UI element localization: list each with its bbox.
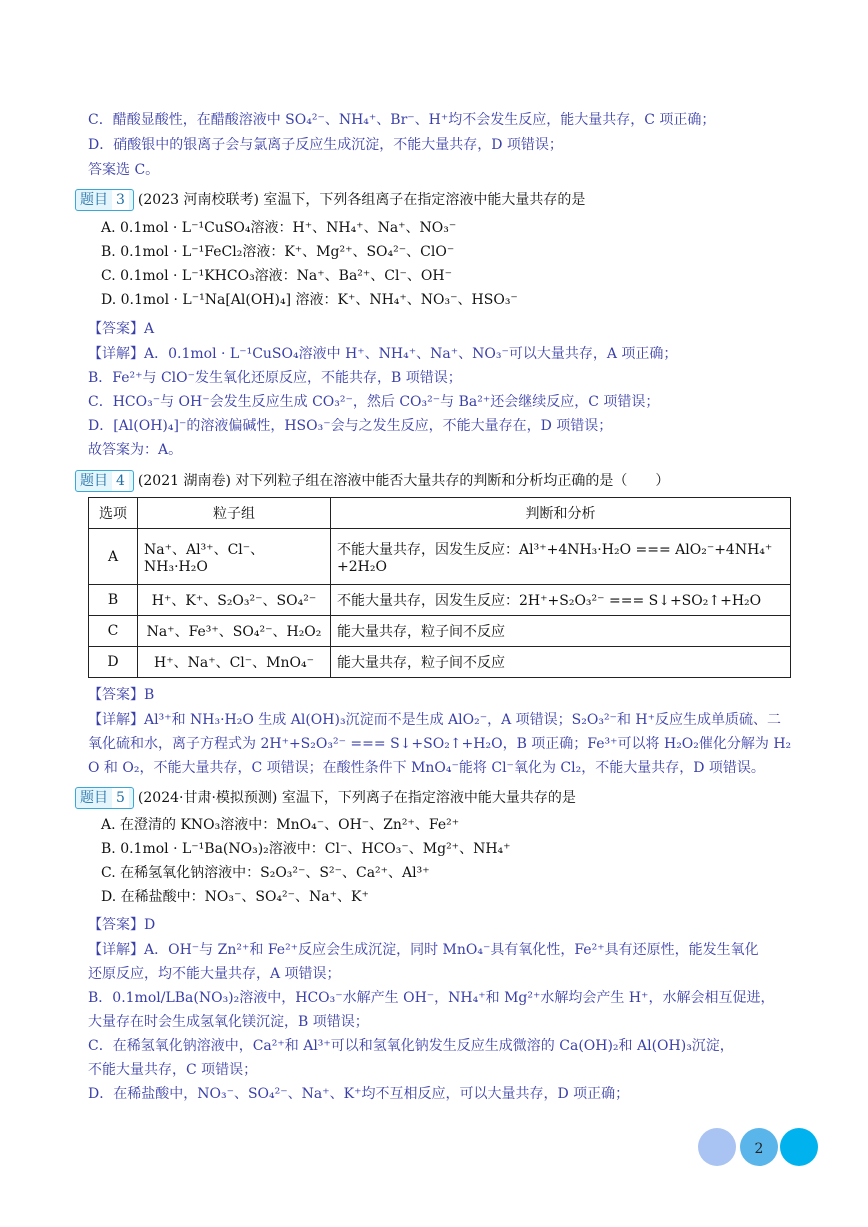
explain-line: 【详解】A．OH⁻与 Zn²⁺和 Fe²⁺反应会生成沉淀，同时 MnO₄⁻具有氧化性，Fe²⁺具有还原性，能发生氧化 xyxy=(88,942,759,958)
analysis-table xyxy=(88,497,791,678)
explain-line: 故答案为：A。 xyxy=(88,442,183,458)
explain-line: D．在稀盐酸中，NO₃⁻、SO₄²⁻、Na⁺、K⁺均不互相反应，可以大量共存，D 项正确； xyxy=(88,1086,630,1102)
prev-line-d: D．硝酸银中的银离子会与氯离子反应生成沉淀，不能大量共存，D 项错误； xyxy=(88,137,563,153)
table-header-row xyxy=(89,498,791,529)
table-cell: C xyxy=(89,616,138,647)
table-cell: H⁺、Na⁺、Cl⁻、MnO₄⁻ xyxy=(138,647,331,678)
question-badge: 题目 5 xyxy=(75,787,134,809)
option-a: A. 在澄清的 KNO₃溶液中：MnO₄⁻、OH⁻、Zn²⁺、Fe²⁺ xyxy=(101,817,460,833)
table-cell: Na⁺、Al³⁺、Cl⁻、NH₃·H₂O xyxy=(138,529,331,585)
table-row xyxy=(89,616,791,647)
question-3-stem: (2023 河南校联考) 室温下，下列各组离子在指定溶液中能大量共存的是 xyxy=(137,192,586,208)
answer-label: 【答案】D xyxy=(88,917,156,933)
table-header: 粒子组 xyxy=(138,498,331,529)
question-badge: 题目 4 xyxy=(75,470,134,492)
prev-line-c: C．醋酸显酸性，在醋酸溶液中 SO₄²⁻、NH₄⁺、Br⁻、H⁺均不会发生反应，能大量共存，C 项正确； xyxy=(88,112,716,128)
page-number: 2 xyxy=(754,1141,764,1157)
table-cell: 不能大量共存，因发生反应：Al³⁺+4NH₃·H₂O === AlO₂⁻+4NH₄⁺ +2H₂O xyxy=(331,529,791,585)
table-cell: A xyxy=(89,529,138,585)
explain-line: 大量存在时会生成氢氧化镁沉淀，B 项错误； xyxy=(88,1014,369,1030)
answer-label: 【答案】A xyxy=(88,321,155,337)
question-5-stem-row xyxy=(75,786,576,810)
explain-line: 氧化硫和水，离子方程式为 2H⁺+S₂O₃²⁻ === S↓+SO₂↑+H₂O，B 项正确；Fe³⁺可以将 H₂O₂催化分解为 H₂ xyxy=(88,736,792,752)
answer-label: 【答案】B xyxy=(88,687,155,703)
option-c: C. 在稀氢氧化钠溶液中：S₂O₃²⁻、S²⁻、Ca²⁺、Al³⁺ xyxy=(101,865,430,881)
table-cell: 不能大量共存，因发生反应：2H⁺+S₂O₃²⁻ === S↓+SO₂↑+H₂O xyxy=(331,585,791,616)
table-cell: 能大量共存，粒子间不反应 xyxy=(331,647,791,678)
explain-line: O 和 O₂，不能大量共存，C 项错误；在酸性条件下 MnO₄⁻能将 Cl⁻氧化为 Cl₂，不能大量共存，D 项错误。 xyxy=(88,760,765,776)
option-a: A. 0.1mol · L⁻¹CuSO₄溶液：H⁺、NH₄⁺、Na⁺、NO₃⁻ xyxy=(101,220,457,236)
option-c: C. 0.1mol · L⁻¹KHCO₃溶液：Na⁺、Ba²⁺、Cl⁻、OH⁻ xyxy=(101,268,452,284)
table-cell: Na⁺、Fe³⁺、SO₄²⁻、H₂O₂ xyxy=(138,616,331,647)
table-cell: 能大量共存，粒子间不反应 xyxy=(331,616,791,647)
option-b: B. 0.1mol · L⁻¹Ba(NO₃)₂溶液中：Cl⁻、HCO₃⁻、Mg²⁺、NH₄⁺ xyxy=(101,841,511,857)
question-badge: 题目 3 xyxy=(75,189,134,211)
explain-line: C．HCO₃⁻与 OH⁻会发生反应生成 CO₃²⁻，然后 CO₃²⁻与 Ba²⁺还会继续反应，C 项错误； xyxy=(88,394,660,410)
table-row xyxy=(89,647,791,678)
circle-decoration-icon xyxy=(698,1128,736,1166)
table-row xyxy=(89,585,791,616)
circle-decoration-icon xyxy=(780,1128,818,1166)
explain-line: B．0.1mol/LBa(NO₃)₂溶液中，HCO₃⁻水解产生 OH⁻，NH₄⁺和 Mg²⁺水解均会产生 H⁺，水解会相互促进， xyxy=(88,990,775,1006)
table-header: 选项 xyxy=(89,498,138,529)
explain-line: 【详解】A．0.1mol · L⁻¹CuSO₄溶液中 H⁺、NH₄⁺、Na⁺、NO₃⁻可以大量共存，A 项正确； xyxy=(88,346,678,362)
question-3-stem-row xyxy=(75,188,585,212)
table-header: 判断和分析 xyxy=(331,498,791,529)
option-b: B. 0.1mol · L⁻¹FeCl₂溶液：K⁺、Mg²⁺、SO₄²⁻、ClO⁻ xyxy=(101,244,455,260)
prev-line-answer: 答案选 C。 xyxy=(88,162,160,178)
table-cell: B xyxy=(89,585,138,616)
explain-line: B．Fe²⁺与 ClO⁻发生氧化还原反应，不能共存，B 项错误； xyxy=(88,370,462,386)
option-d: D. 在稀盐酸中：NO₃⁻、SO₄²⁻、Na⁺、K⁺ xyxy=(101,889,369,905)
question-5-stem: (2024·甘肃·模拟预测) 室温下，下列离子在指定溶液中能大量共存的是 xyxy=(137,790,576,806)
explain-line: C．在稀氢氧化钠溶液中，Ca²⁺和 Al³⁺可以和氢氧化钠发生反应生成微溶的 Ca(OH)₂和 Al(OH)₃沉淀， xyxy=(88,1038,734,1054)
explain-line: 还原反应，均不能大量共存，A 项错误； xyxy=(88,966,341,982)
table-cell: H⁺、K⁺、S₂O₃²⁻、SO₄²⁻ xyxy=(138,585,331,616)
explain-line: D．[Al(OH)₄]⁻的溶液偏碱性，HSO₃⁻会与之发生反应，不能大量存在，D 项错误； xyxy=(88,418,613,434)
table-row xyxy=(89,529,791,585)
option-d: D. 0.1mol · L⁻¹Na[Al(OH)₄] 溶液：K⁺、NH₄⁺、NO₃⁻、HSO₃⁻ xyxy=(101,292,518,308)
explain-line: 【详解】Al³⁺和 NH₃·H₂O 生成 Al(OH)₃沉淀而不是生成 AlO₂⁻，A 项错误；S₂O₃²⁻和 H⁺反应生成单质硫、二 xyxy=(88,712,781,728)
explain-line: 不能大量共存，C 项错误； xyxy=(88,1062,258,1078)
question-4-stem: (2021 湖南卷) 对下列粒子组在溶液中能否大量共存的判断和分析均正确的是（ ） xyxy=(137,473,670,489)
question-4-stem-row xyxy=(75,469,669,493)
table-cell: D xyxy=(89,647,138,678)
